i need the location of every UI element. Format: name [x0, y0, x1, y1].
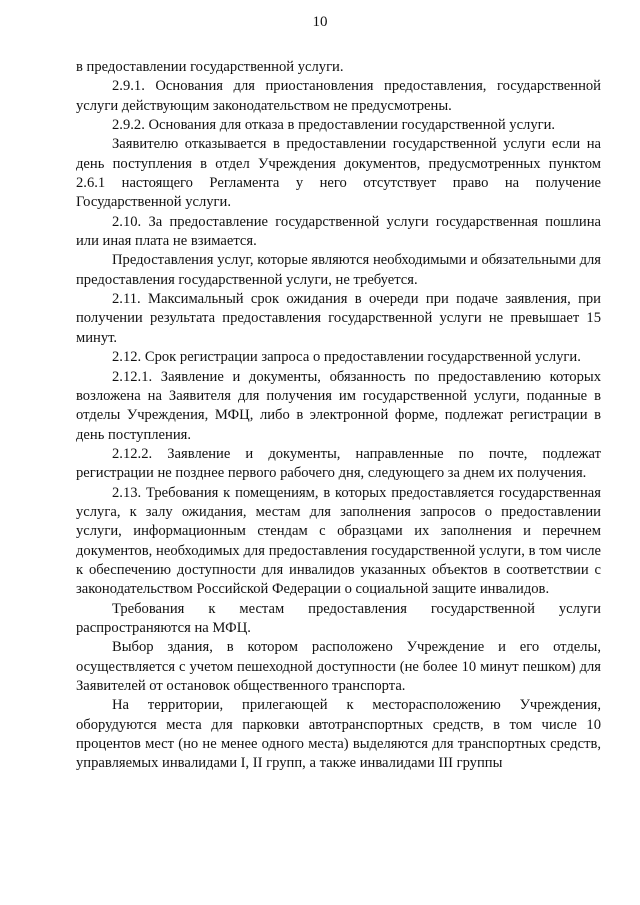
paragraph-2-11: 2.11. Максимальный срок ожидания в очереди при подаче заявления, при получении результата предоставления государственной услуги не превышает 15 минут. — [76, 291, 601, 346]
paragraph-2-10: 2.10. За предоставление государственной услуги государственная пошлина или иная плата не взимается. — [76, 213, 601, 250]
paragraph-required-services: Предоставления услуг, которые являются необходимыми и обязательными для предоставления государственной услуги, не требуется. — [76, 252, 601, 288]
page-number: 10 — [312, 14, 328, 30]
paragraph-2-12-2: 2.12.2. Заявление и документы, направленные по почте, подлежат регистрации не позднее первого рабочего дня, следующего за днем их получения. — [76, 445, 601, 482]
paragraph-refusal-grounds: Заявителю отказывается в предоставлении государственной услуги если на день поступления в отдел Учреждения документов, предусмотренных пунктом 2.6.1 настоящего Регламента у него отсутствует право на получение Государственной услуги. — [76, 136, 601, 211]
paragraph-continuation: в предоставлении государственной услуги. — [76, 59, 344, 75]
paragraph-2-9-2: 2.9.2. Основания для отказа в предоставлении государственной услуги. — [112, 117, 556, 134]
paragraph-2-13: 2.13. Требования к помещениям, в которых предоставляется государственная услуга, к залу ожидания, местам для заполнения запросов о предоставлении услуги, информационным стендам с образцами их заполнения и перечнем документов, необходимых для предоставления государственной услуги, в том числе к обеспечению доступности для инвалидов указанных объектов в соответствии с законодательством Российской Федерации о социальной защите инвалидов. — [76, 484, 601, 598]
paragraph-parking: На территории, прилегающей к месторасположению Учреждения, оборудуются места для парковки автотранспортных средств, в том числе 10 процентов мест (но не менее одного места) выделяются для транспортных средств, управляемых инвалидами I, II групп, а также инвалидами III группы — [76, 697, 601, 772]
paragraph-mfc-requirements: Требования к местам предоставления государственной услуги распространяются на МФЦ. — [76, 600, 601, 636]
paragraph-2-12-1: 2.12.1. Заявление и документы, обязанность по предоставлению которых возложена на Заявителя для получения им государственной услуги, поданные в отделы Учреждения, МФЦ, либо в электронной форме, подлежат регистрации в день поступления. — [76, 368, 601, 443]
paragraph-building-choice: Выбор здания, в котором расположено Учреждение и его отделы, осуществляется с учетом пешеходной доступности (не более 10 минут пешком) для Заявителей от остановок общественного транспорта. — [76, 639, 601, 694]
paragraph-2-12: 2.12. Срок регистрации запроса о предоставлении государственной услуги. — [112, 349, 581, 366]
document-body — [76, 58, 601, 774]
paragraph-2-9-1: 2.9.1. Основания для приостановления предоставления, государственной услуги действующим законодательством не предусмотрены. — [76, 78, 601, 114]
